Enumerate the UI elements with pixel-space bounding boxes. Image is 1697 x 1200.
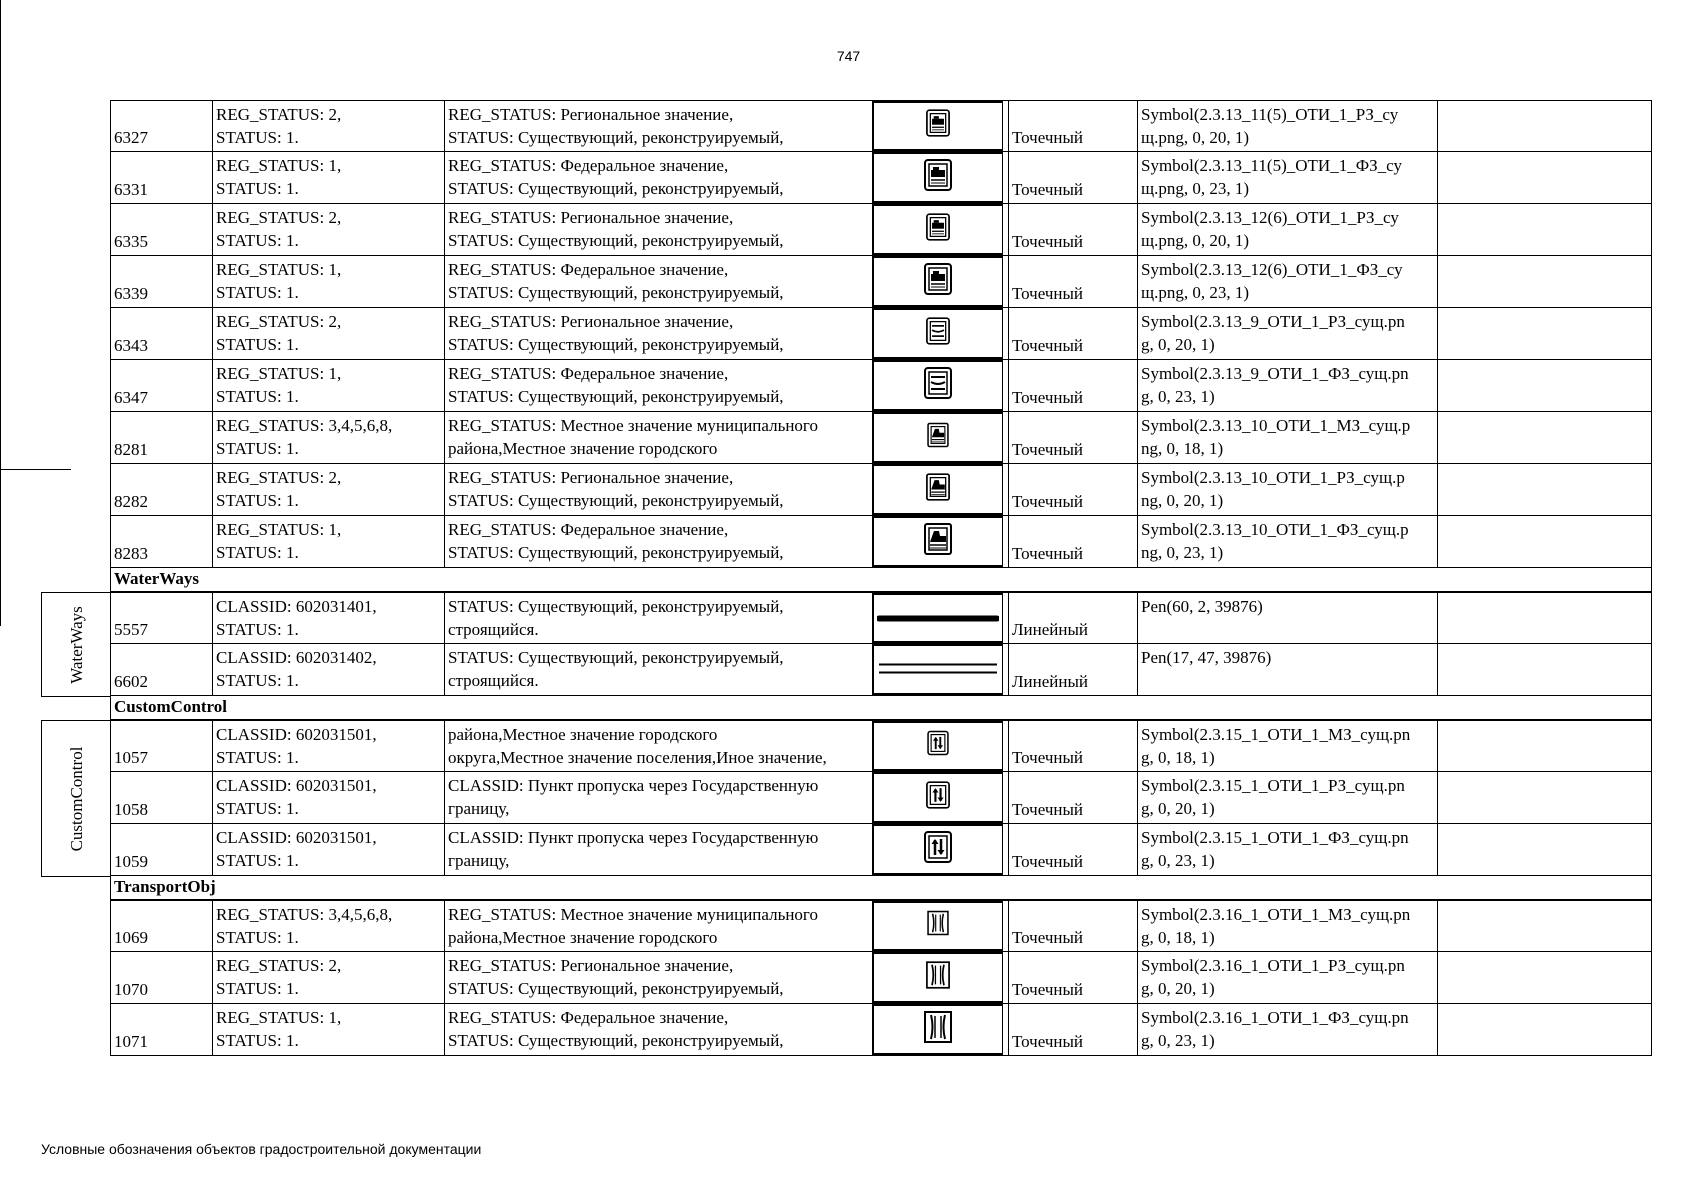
- cell-line-2: района,Местное значение городского: [448, 928, 718, 947]
- cell-line-1: района,Местное значение городского: [448, 725, 718, 744]
- cell-line-1: Symbol(2.3.16_1_ОТИ_1_ФЗ_сущ.pn: [1141, 1008, 1409, 1027]
- description-cell: [445, 952, 873, 1003]
- table-row: [110, 772, 1652, 824]
- symbol-cell: [873, 824, 1003, 875]
- description-cell: [445, 101, 873, 151]
- table-row: [110, 516, 1652, 568]
- cell-line-1: Symbol(2.3.16_1_ОТИ_1_МЗ_сущ.pn: [1141, 905, 1411, 924]
- symbol-cell: [873, 772, 1003, 823]
- cell-line-2: STATUS: 1.: [216, 387, 299, 406]
- empty-cell: [1438, 644, 1651, 695]
- cell-line-1: CLASSID: 602031501,: [216, 725, 377, 744]
- object-id-cell: [111, 952, 213, 1003]
- symbol-cell: [873, 1004, 1003, 1055]
- cell-line-1: REG_STATUS: 1,: [216, 364, 342, 383]
- condition-cell: [213, 256, 445, 307]
- table-row: [110, 592, 1652, 644]
- empty-cell: [1438, 204, 1651, 255]
- symbol-cell: [873, 152, 1003, 203]
- cell-line-1: STATUS: Существующий, реконструируемый,: [448, 597, 784, 616]
- style-function-cell: [1138, 901, 1438, 951]
- cell-line-1: REG_STATUS: Федеральное значение,: [448, 364, 729, 383]
- cell-line-1: REG_STATUS: 2,: [216, 956, 342, 975]
- symbol-cell: [873, 721, 1003, 771]
- condition-cell: [213, 204, 445, 255]
- condition-cell: [213, 516, 445, 567]
- cell-line-1: REG_STATUS: 1,: [216, 260, 342, 279]
- cell-line-1: REG_STATUS: 1,: [216, 1008, 342, 1027]
- cell-line-2: ng, 0, 23, 1): [1141, 543, 1224, 562]
- object-id: 1071: [114, 1032, 148, 1051]
- section-side-cell: [41, 592, 111, 697]
- cell-line-2: STATUS: 1.: [216, 1031, 299, 1050]
- section-header: TransportObj: [110, 876, 1652, 900]
- style-function-cell: [1138, 593, 1438, 643]
- train-ferry-icon: [925, 422, 951, 454]
- empty-cell: [1438, 101, 1651, 151]
- cell-line-2: STATUS: 1.: [216, 179, 299, 198]
- border-crossing-icon: [925, 730, 951, 762]
- cell-line-1: REG_STATUS: Региональное значение,: [448, 208, 734, 227]
- depot-icon: [924, 316, 953, 351]
- cell-line-2: STATUS: Существующий, реконструируемый,: [448, 543, 784, 562]
- section-side-rule: [0, 0, 71, 470]
- cell-line-2: g, 0, 23, 1): [1141, 1031, 1215, 1050]
- symbol-cell: [873, 412, 1003, 463]
- cell-line-1: Symbol(2.3.13_9_ОТИ_1_ФЗ_сущ.pn: [1141, 364, 1409, 383]
- symbol-cell: [873, 360, 1003, 411]
- empty-cell: [1438, 1004, 1651, 1055]
- condition-cell: [213, 1004, 445, 1055]
- style-function-cell: [1138, 952, 1438, 1003]
- object-id-cell: [111, 412, 213, 463]
- geometry-type: Точечный: [1012, 232, 1084, 251]
- cell-line-2: g, 0, 18, 1): [1141, 928, 1215, 947]
- cell-line-1: Symbol(2.3.15_1_ОТИ_1_РЗ_сущ.pn: [1141, 776, 1405, 795]
- cell-line-1: Symbol(2.3.13_12(6)_ОТИ_1_РЗ_су: [1141, 208, 1399, 227]
- cell-line-1: REG_STATUS: 2,: [216, 105, 342, 124]
- condition-cell: [213, 644, 445, 695]
- cell-line-1: REG_STATUS: Федеральное значение,: [448, 156, 729, 175]
- cell-line-1: REG_STATUS: Региональное значение,: [448, 956, 734, 975]
- railway-station-icon: [924, 109, 953, 144]
- empty-cell: [1438, 464, 1651, 515]
- style-function-cell: [1138, 516, 1438, 567]
- description-cell: [445, 824, 873, 875]
- cell-line-2: STATUS: 1.: [216, 439, 299, 458]
- geometry-type-cell: [1008, 721, 1138, 771]
- object-id: 6347: [114, 388, 148, 407]
- cell-line-2: щ.png, 0, 20, 1): [1141, 231, 1250, 250]
- object-id: 8281: [114, 440, 148, 459]
- style-function-cell: [1138, 644, 1438, 695]
- empty-cell: [1438, 360, 1651, 411]
- geometry-type-cell: [1008, 308, 1138, 359]
- object-id-cell: [111, 901, 213, 951]
- geometry-type-cell: [1008, 824, 1138, 875]
- cell-line-1: Symbol(2.3.13_11(5)_ОТИ_1_РЗ_су: [1141, 105, 1399, 124]
- cell-line-2: строящийся.: [448, 671, 539, 690]
- cell-line-2: STATUS: Существующий, реконструируемый,: [448, 979, 784, 998]
- object-id-cell: [111, 101, 213, 151]
- condition-cell: [213, 412, 445, 463]
- condition-cell: [213, 901, 445, 951]
- geometry-type-cell: [1008, 772, 1138, 823]
- cell-line-1: CLASSID: 602031501,: [216, 828, 377, 847]
- double-line-icon: [877, 658, 999, 681]
- cell-line-2: ng, 0, 20, 1): [1141, 491, 1224, 510]
- style-function-cell: [1138, 824, 1438, 875]
- table-row: [110, 1004, 1652, 1056]
- condition-cell: [213, 721, 445, 771]
- cell-line-1: STATUS: Существующий, реконструируемый,: [448, 648, 784, 667]
- table-row: [110, 308, 1652, 360]
- cell-line-2: STATUS: 1.: [216, 928, 299, 947]
- cell-line-2: STATUS: Существующий, реконструируемый,: [448, 231, 784, 250]
- geometry-type: Точечный: [1012, 1032, 1084, 1051]
- empty-cell: [1438, 772, 1651, 823]
- condition-cell: [213, 824, 445, 875]
- footer-title: Условные обозначения объектов градостроительной документации: [41, 1141, 482, 1157]
- cell-line-2: STATUS: Существующий, реконструируемый,: [448, 128, 784, 147]
- style-function-cell: [1138, 256, 1438, 307]
- empty-cell: [1438, 516, 1651, 567]
- cell-line-1: REG_STATUS: Региональное значение,: [448, 105, 734, 124]
- cell-line-1: REG_STATUS: Федеральное значение,: [448, 520, 729, 539]
- geometry-type-cell: [1008, 464, 1138, 515]
- cell-line-2: Pen(60, 2, 39876): [1141, 597, 1263, 616]
- page-number: 747: [836, 48, 861, 64]
- section-side-rule: [0, 470, 1, 626]
- description-cell: [445, 256, 873, 307]
- table-row: [110, 900, 1652, 952]
- cell-line-2: STATUS: 1.: [216, 491, 299, 510]
- symbol-cell: [873, 901, 1003, 951]
- description-cell: [445, 464, 873, 515]
- geometry-type-cell: [1008, 412, 1138, 463]
- object-id: 1069: [114, 928, 148, 947]
- object-id-cell: [111, 516, 213, 567]
- style-function-cell: [1138, 101, 1438, 151]
- train-ferry-icon: [924, 472, 953, 507]
- cell-line-2: границу,: [448, 799, 510, 818]
- description-cell: [445, 204, 873, 255]
- cell-line-1: REG_STATUS: Местное значение муниципального: [448, 416, 818, 435]
- object-id: 6335: [114, 232, 148, 251]
- object-id: 6327: [114, 128, 148, 147]
- object-id-cell: [111, 721, 213, 771]
- symbol-cell: [873, 464, 1003, 515]
- object-id: 6339: [114, 284, 148, 303]
- cell-line-2: STATUS: Существующий, реконструируемый,: [448, 1031, 784, 1050]
- cell-line-1: REG_STATUS: Местное значение муниципального: [448, 905, 818, 924]
- border-crossing-icon: [924, 780, 953, 815]
- cell-line-1: CLASSID: Пункт пропуска через Государственную: [448, 776, 819, 795]
- condition-cell: [213, 772, 445, 823]
- table-row: [110, 256, 1652, 308]
- table-row: [110, 412, 1652, 464]
- geometry-type: Точечный: [1012, 980, 1084, 999]
- train-ferry-icon: [921, 522, 955, 562]
- bridge-icon: [925, 910, 951, 942]
- cell-line-1: REG_STATUS: 1,: [216, 156, 342, 175]
- description-cell: [445, 593, 873, 643]
- border-crossing-icon: [921, 830, 955, 870]
- geometry-type: Точечный: [1012, 180, 1084, 199]
- cell-line-2: STATUS: 1.: [216, 748, 299, 767]
- cell-line-1: Symbol(2.3.13_10_ОТИ_1_МЗ_сущ.p: [1141, 416, 1411, 435]
- cell-line-1: REG_STATUS: 2,: [216, 208, 342, 227]
- section-header: CustomControl: [110, 696, 1652, 720]
- object-id-cell: [111, 824, 213, 875]
- table-row: [110, 464, 1652, 516]
- table-row: [110, 644, 1652, 696]
- table-row: [110, 824, 1652, 876]
- cell-line-2: STATUS: Существующий, реконструируемый,: [448, 179, 784, 198]
- cell-line-2: STATUS: 1.: [216, 128, 299, 147]
- geometry-type: Точечный: [1012, 928, 1084, 947]
- description-cell: [445, 308, 873, 359]
- geometry-type: Точечный: [1012, 492, 1084, 511]
- empty-cell: [1438, 593, 1651, 643]
- cell-line-2: g, 0, 18, 1): [1141, 748, 1215, 767]
- section-header: WaterWays: [110, 568, 1652, 592]
- symbol-cell: [873, 593, 1003, 643]
- geometry-type-cell: [1008, 644, 1138, 695]
- cell-line-2: STATUS: 1.: [216, 799, 299, 818]
- cell-line-1: Symbol(2.3.13_12(6)_ОТИ_1_ФЗ_су: [1141, 260, 1403, 279]
- cell-line-2: STATUS: Существующий, реконструируемый,: [448, 335, 784, 354]
- object-id: 6602: [114, 672, 148, 691]
- empty-cell: [1438, 308, 1651, 359]
- description-cell: [445, 152, 873, 203]
- cell-line-2: g, 0, 23, 1): [1141, 387, 1215, 406]
- cell-line-1: Symbol(2.3.13_11(5)_ОТИ_1_ФЗ_су: [1141, 156, 1402, 175]
- geometry-type-cell: [1008, 152, 1138, 203]
- table-row: [110, 952, 1652, 1004]
- cell-line-2: STATUS: 1.: [216, 283, 299, 302]
- table-row: [110, 360, 1652, 412]
- object-id-cell: [111, 360, 213, 411]
- geometry-type: Точечный: [1012, 544, 1084, 563]
- geometry-type-cell: [1008, 516, 1138, 567]
- cell-line-1: REG_STATUS: Региональное значение,: [448, 468, 734, 487]
- table-row: [110, 720, 1652, 772]
- condition-cell: [213, 952, 445, 1003]
- geometry-type: Точечный: [1012, 440, 1084, 459]
- object-id: 5557: [114, 620, 148, 639]
- section-side-label: WaterWays: [66, 605, 86, 684]
- object-id-cell: [111, 593, 213, 643]
- cell-line-2: g, 0, 20, 1): [1141, 799, 1215, 818]
- cell-line-2: STATUS: 1.: [216, 979, 299, 998]
- object-id-cell: [111, 308, 213, 359]
- condition-cell: [213, 101, 445, 151]
- cell-line-2: строящийся.: [448, 620, 539, 639]
- geometry-type: Точечный: [1012, 852, 1084, 871]
- cell-line-2: округа,Местное значение поселения,Иное значение,: [448, 748, 827, 767]
- description-cell: [445, 360, 873, 411]
- object-id: 8282: [114, 492, 148, 511]
- cell-line-1: Symbol(2.3.13_9_ОТИ_1_РЗ_сущ.pn: [1141, 312, 1405, 331]
- table-row: [110, 100, 1652, 152]
- geometry-type: Точечный: [1012, 128, 1084, 147]
- description-cell: [445, 412, 873, 463]
- object-id-cell: [111, 644, 213, 695]
- cell-line-2: ng, 0, 18, 1): [1141, 439, 1224, 458]
- style-function-cell: [1138, 308, 1438, 359]
- geometry-type: Точечный: [1012, 284, 1084, 303]
- cell-line-2: щ.png, 0, 23, 1): [1141, 283, 1250, 302]
- cell-line-2: STATUS: 1.: [216, 543, 299, 562]
- empty-cell: [1438, 412, 1651, 463]
- railway-station-icon: [924, 212, 953, 247]
- empty-cell: [1438, 824, 1651, 875]
- cell-line-1: CLASSID: 602031501,: [216, 776, 377, 795]
- geometry-type-cell: [1008, 901, 1138, 951]
- description-cell: [445, 516, 873, 567]
- cell-line-2: щ.png, 0, 20, 1): [1141, 128, 1250, 147]
- cell-line-2: g, 0, 23, 1): [1141, 851, 1215, 870]
- cell-line-1: REG_STATUS: 2,: [216, 468, 342, 487]
- geometry-type-cell: [1008, 593, 1138, 643]
- condition-cell: [213, 593, 445, 643]
- object-id-cell: [111, 152, 213, 203]
- symbol-cell: [873, 204, 1003, 255]
- condition-cell: [213, 152, 445, 203]
- geometry-type: Точечный: [1012, 388, 1084, 407]
- description-cell: [445, 1004, 873, 1055]
- object-id: 1070: [114, 980, 148, 999]
- cell-line-1: REG_STATUS: 2,: [216, 312, 342, 331]
- object-id-cell: [111, 464, 213, 515]
- style-function-cell: [1138, 772, 1438, 823]
- geometry-type-cell: [1008, 1004, 1138, 1055]
- cell-line-1: REG_STATUS: Федеральное значение,: [448, 1008, 729, 1027]
- cell-line-1: Symbol(2.3.13_10_ОТИ_1_ФЗ_сущ.p: [1141, 520, 1409, 539]
- cell-line-2: STATUS: 1.: [216, 335, 299, 354]
- cell-line-2: границу,: [448, 851, 510, 870]
- section-side-label: CustomControl: [66, 746, 86, 851]
- cell-line-2: Pen(17, 47, 39876): [1141, 648, 1272, 667]
- symbol-cell: [873, 256, 1003, 307]
- cell-line-2: STATUS: 1.: [216, 231, 299, 250]
- symbol-cell: [873, 644, 1003, 695]
- cell-line-1: REG_STATUS: Федеральное значение,: [448, 260, 729, 279]
- condition-cell: [213, 308, 445, 359]
- bridge-icon: [924, 960, 953, 995]
- symbol-cell: [873, 308, 1003, 359]
- style-function-cell: [1138, 360, 1438, 411]
- cell-line-2: STATUS: Существующий, реконструируемый,: [448, 491, 784, 510]
- depot-icon: [921, 366, 955, 406]
- symbol-cell: [873, 101, 1003, 151]
- section-side-cell: [41, 720, 111, 877]
- object-id: 1058: [114, 800, 148, 819]
- cell-line-1: Symbol(2.3.15_1_ОТИ_1_ФЗ_сущ.pn: [1141, 828, 1409, 847]
- cell-line-2: STATUS: 1.: [216, 671, 299, 690]
- cell-line-2: STATUS: 1.: [216, 851, 299, 870]
- table-row: [110, 204, 1652, 256]
- empty-cell: [1438, 256, 1651, 307]
- object-id: 6331: [114, 180, 148, 199]
- description-cell: [445, 772, 873, 823]
- cell-line-2: g, 0, 20, 1): [1141, 979, 1215, 998]
- object-id-cell: [111, 1004, 213, 1055]
- style-function-cell: [1138, 1004, 1438, 1055]
- object-id: 1059: [114, 852, 148, 871]
- cell-line-2: g, 0, 20, 1): [1141, 335, 1215, 354]
- description-cell: [445, 901, 873, 951]
- bridge-icon: [921, 1010, 955, 1050]
- railway-station-icon: [921, 262, 955, 302]
- geometry-type: Точечный: [1012, 336, 1084, 355]
- cell-line-1: CLASSID: Пункт пропуска через Государственную: [448, 828, 819, 847]
- geometry-type-cell: [1008, 952, 1138, 1003]
- cell-line-2: STATUS: 1.: [216, 620, 299, 639]
- geometry-type-cell: [1008, 360, 1138, 411]
- cell-line-1: REG_STATUS: Региональное значение,: [448, 312, 734, 331]
- cell-line-2: района,Местное значение городского: [448, 439, 718, 458]
- railway-station-icon: [921, 158, 955, 198]
- object-id-cell: [111, 772, 213, 823]
- style-function-cell: [1138, 721, 1438, 771]
- geometry-type: Линейный: [1012, 620, 1088, 639]
- cell-line-1: REG_STATUS: 1,: [216, 520, 342, 539]
- symbol-cell: [873, 516, 1003, 567]
- empty-cell: [1438, 952, 1651, 1003]
- object-id: 6343: [114, 336, 148, 355]
- table-row: [110, 152, 1652, 204]
- description-cell: [445, 721, 873, 771]
- object-id-cell: [111, 204, 213, 255]
- condition-cell: [213, 360, 445, 411]
- style-function-cell: [1138, 464, 1438, 515]
- thick-line-icon: [877, 607, 999, 630]
- style-function-cell: [1138, 152, 1438, 203]
- cell-line-2: STATUS: Существующий, реконструируемый,: [448, 283, 784, 302]
- empty-cell: [1438, 721, 1651, 771]
- cell-line-1: REG_STATUS: 3,4,5,6,8,: [216, 416, 393, 435]
- style-function-cell: [1138, 204, 1438, 255]
- style-function-cell: [1138, 412, 1438, 463]
- cell-line-1: Symbol(2.3.16_1_ОТИ_1_РЗ_сущ.pn: [1141, 956, 1405, 975]
- cell-line-1: CLASSID: 602031402,: [216, 648, 377, 667]
- object-id: 1057: [114, 748, 148, 767]
- cell-line-1: CLASSID: 602031401,: [216, 597, 377, 616]
- cell-line-2: щ.png, 0, 23, 1): [1141, 179, 1250, 198]
- empty-cell: [1438, 901, 1651, 951]
- cell-line-1: REG_STATUS: 3,4,5,6,8,: [216, 905, 393, 924]
- geometry-type: Точечный: [1012, 748, 1084, 767]
- geometry-type: Линейный: [1012, 672, 1088, 691]
- symbol-cell: [873, 952, 1003, 1003]
- geometry-type-cell: [1008, 256, 1138, 307]
- cell-line-1: Symbol(2.3.13_10_ОТИ_1_РЗ_сущ.p: [1141, 468, 1405, 487]
- geometry-type: Точечный: [1012, 800, 1084, 819]
- object-id-cell: [111, 256, 213, 307]
- geometry-type-cell: [1008, 204, 1138, 255]
- empty-cell: [1438, 152, 1651, 203]
- description-cell: [445, 644, 873, 695]
- condition-cell: [213, 464, 445, 515]
- geometry-type-cell: [1008, 101, 1138, 151]
- cell-line-2: STATUS: Существующий, реконструируемый,: [448, 387, 784, 406]
- object-id: 8283: [114, 544, 148, 563]
- cell-line-1: Symbol(2.3.15_1_ОТИ_1_МЗ_сущ.pn: [1141, 725, 1411, 744]
